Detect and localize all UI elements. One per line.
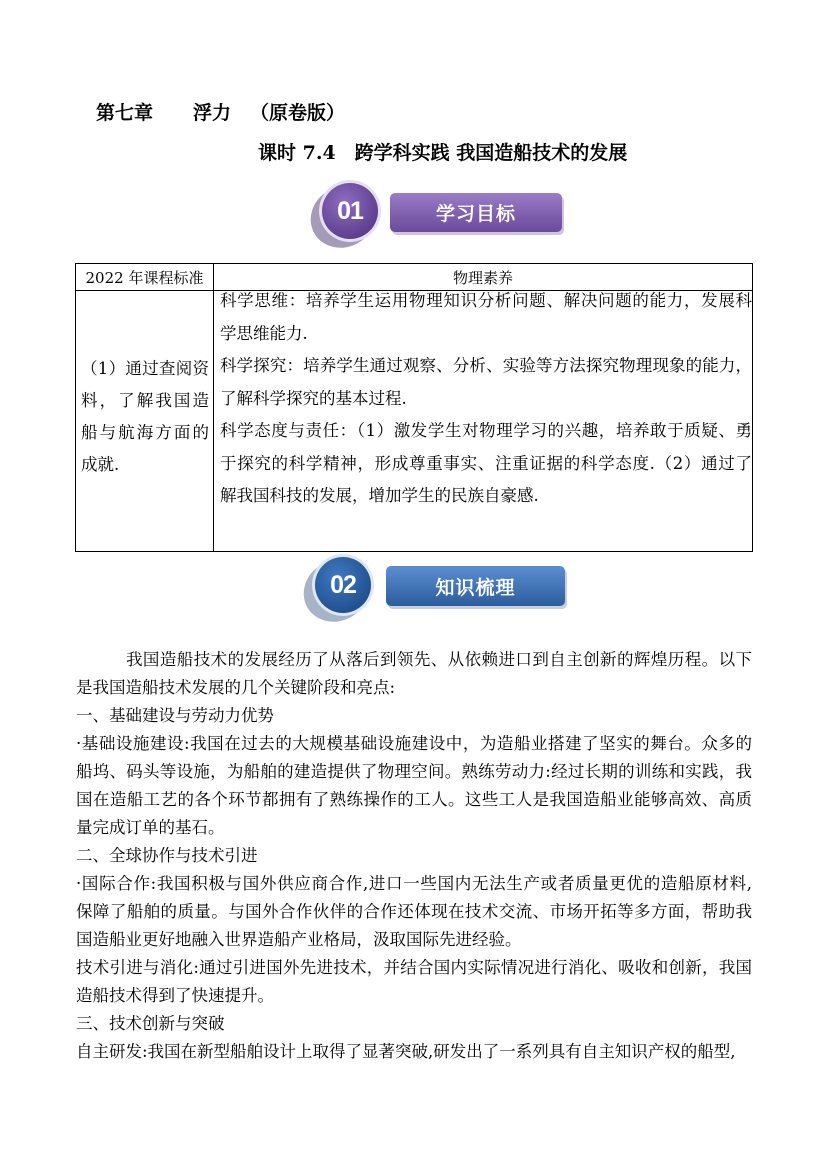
literacy-cell [214, 291, 753, 552]
text-line: 船与航海方面的 [81, 423, 209, 442]
text-line: 自主研发:我国在新型船舶设计上取得了显著突破,研发出了一系列具有自主知识产权的船型, [76, 1042, 736, 1061]
section-paragraph [76, 870, 752, 954]
text-line: 国在造船工艺的各个环节都拥有了熟练操作的工人。这些工人是我国造船业能够高效、高质 [76, 790, 752, 809]
text-line: 学思维能力. [220, 323, 308, 343]
table-row [76, 291, 753, 552]
section-paragraph [76, 954, 752, 1010]
literacy-attitude [220, 415, 752, 513]
text-line: 我国造船技术的发展经历了从落后到领先、从依赖进口到自主创新的辉煌历程。以下 [126, 650, 752, 669]
objectives-table [75, 263, 753, 552]
text-line: 量完成订单的基石。 [76, 818, 225, 837]
text-line: （1）通过查阅资 [81, 359, 209, 378]
text-line: 成就. [81, 455, 120, 474]
text-line: 了解科学探究的基本过程. [220, 388, 407, 408]
edition-label: （原卷版） [250, 102, 346, 124]
text-line: ·国际合作:我国积极与国外供应商合作,进口一些国内无法生产或者质量更优的造船原材料, [76, 874, 752, 893]
text-line: 料，了解我国造 [81, 391, 209, 410]
literacy-inquiry [220, 350, 752, 415]
standard-cell [76, 291, 214, 552]
text-line: 于探究的科学精神，形成尊重事实、注重证据的科学态度.（2）通过了 [220, 453, 752, 473]
chapter-topic: 浮力 [193, 102, 232, 124]
lesson-title: 课时 7.4 跨学科实践 我国造船技术的发展 [258, 142, 628, 164]
section-heading: 二、全球协作与技术引进 [76, 846, 258, 865]
text-line: 科学态度与责任：（1）激发学生对物理学习的兴趣，培养敢于质疑、勇 [220, 421, 752, 440]
text-line: 科学思维：培养学生运用物理知识分析问题、解决问题的能力，发展科 [220, 291, 752, 310]
text-line: 科学探究：培养学生通过观察、分析、实验等方法探究物理现象的能力， [220, 356, 752, 375]
knowledge-body [76, 646, 752, 1066]
text-line: 保障了船舶的质量。与国外合作伙伴的合作还体现在技术交流、市场开拓等多方面，帮助我 [76, 902, 752, 921]
section-heading: 三、技术创新与突破 [76, 1014, 225, 1033]
section-paragraph [76, 1038, 752, 1066]
chapter-label: 第七章 [96, 102, 154, 124]
knowledge-badge-label: 知识梳理 [435, 576, 516, 599]
knowledge-badge-number: 02 [330, 570, 356, 599]
section-heading: 一、基础建设与劳动力优势 [76, 706, 274, 725]
literacy-thinking [220, 285, 752, 350]
header-standard: 2022 年课程标准 [76, 264, 214, 291]
standard-paragraph [81, 353, 209, 481]
section-paragraph [76, 730, 752, 842]
text-line: 国造船业更好地融入世界造船产业格局，汲取国际先进经验。 [76, 930, 522, 949]
text-line: 技术引进与消化:通过引进国外先进技术，并结合国内实际情况进行消化、吸收和创新，我国 [76, 958, 752, 977]
text-line: ·基础设施建设:我国在过去的大规模基础设施建设中，为造船业搭建了坚实的舞台。众多的 [76, 734, 752, 753]
intro-paragraph [76, 646, 752, 702]
text-line: 是我国造船技术发展的几个关键阶段和亮点: [76, 678, 396, 697]
header-literacy: 物理素养 [214, 264, 753, 291]
text-line: 解我国科技的发展，增加学生的民族自豪感. [220, 486, 539, 505]
objectives-badge-label: 学习目标 [435, 203, 516, 225]
text-line: 造船技术得到了快速提升。 [76, 986, 274, 1005]
objectives-badge-number: 01 [337, 196, 363, 225]
text-line: 船坞、码头等设施，为船舶的建造提供了物理空间。熟练劳动力:经过长期的训练和实践，我 [76, 762, 752, 781]
